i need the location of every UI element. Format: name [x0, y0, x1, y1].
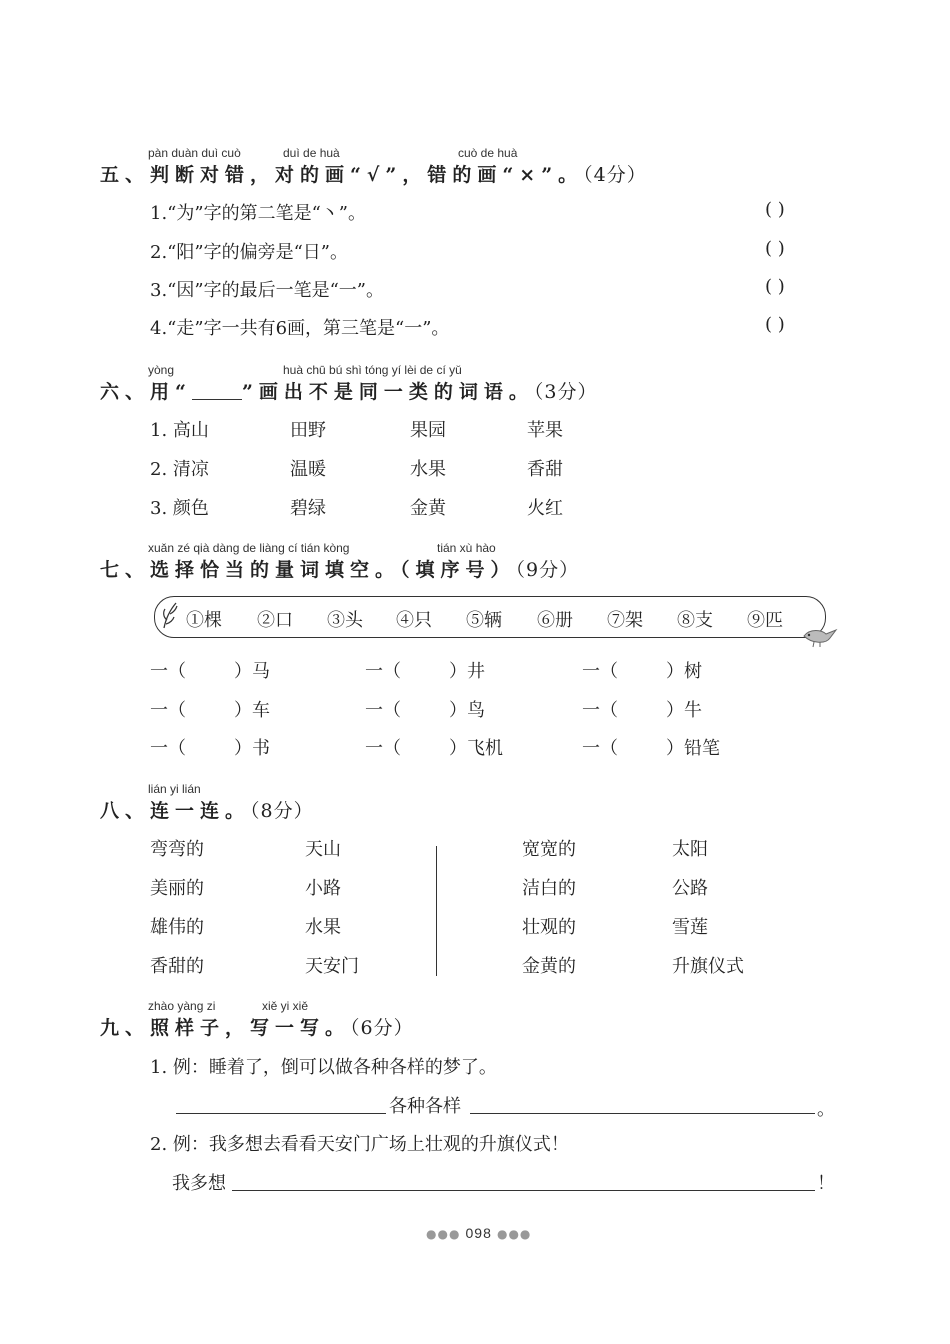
write-line-1b[interactable] [470, 1113, 815, 1114]
fill-row3-col1[interactable] [150, 734, 270, 760]
underline-sample [192, 383, 242, 400]
fill-row2-col2[interactable] [365, 696, 485, 722]
fill-close: ） [666, 700, 684, 721]
fill-close: ） [449, 700, 467, 721]
word-1-3[interactable]: 果园 [410, 420, 446, 441]
match-right-adj-2[interactable]: 洁白的 [522, 878, 576, 899]
fill-row3-col3[interactable] [582, 734, 720, 760]
fill-row2-col3[interactable] [582, 696, 702, 722]
pinyin-9b: xiě yi xiě [262, 999, 309, 1013]
match-left-noun-1[interactable]: 天山 [305, 839, 341, 860]
fill-close: ） [234, 700, 252, 721]
section-9-title [100, 1013, 414, 1040]
section-9-title-text: 九、照样子，写一写。 [100, 1017, 351, 1039]
fill-noun: 书 [252, 738, 270, 759]
pinyin-9a: zhào yàng zi [148, 999, 216, 1013]
match-right-noun-3[interactable]: 雪莲 [672, 917, 708, 938]
pinyin-5a: pàn duàn duì cuò [148, 146, 241, 160]
example-1-end: 。 [817, 1099, 835, 1120]
pinyin-8: lián yi lián [148, 782, 201, 796]
word-3-2[interactable]: 碧绿 [290, 498, 326, 519]
fill-row1-col1[interactable] [150, 657, 270, 683]
option-4: ④只 [396, 610, 432, 631]
fill-prefix: 一（ [582, 738, 618, 759]
fill-prefix: 一（ [150, 738, 186, 759]
section-7-title-text: 七、选择恰当的量词填空。（填序号） [100, 559, 516, 581]
match-left-adj-4[interactable]: 香甜的 [150, 956, 204, 977]
section-7-score: （9分） [515, 559, 580, 581]
judge-item-2: 2.“阳”字的偏旁是“日”。 [150, 242, 348, 263]
pinyin-6b: huà chū bú shì tóng yí lèi de cí yǔ [283, 363, 462, 377]
fill-prefix: 一（ [365, 738, 401, 759]
write-line-1a[interactable] [176, 1113, 386, 1114]
option-1: ①棵 [186, 610, 222, 631]
word-3-1[interactable]: 3. 颜色 [150, 498, 209, 519]
fill-prefix: 一（ [150, 661, 186, 682]
section-5-score: （4分） [583, 164, 647, 186]
example-2-end: ！ [817, 1173, 835, 1194]
match-left-adj-2[interactable]: 美丽的 [150, 878, 204, 899]
fill-noun: 树 [684, 661, 702, 682]
section-7-title [100, 555, 579, 582]
word-3-4[interactable]: 火红 [527, 498, 563, 519]
word-2-4[interactable]: 香甜 [527, 459, 563, 480]
match-right-adj-3[interactable]: 壮观的 [522, 917, 576, 938]
footer-dots-left: ●●● [426, 1227, 461, 1241]
match-left-noun-3[interactable]: 水果 [305, 917, 341, 938]
judge-item-1: 1.“为”字的第二笔是“丶”。 [150, 203, 366, 224]
judge-item-3: 3.“因”字的最后一笔是“一”。 [150, 280, 384, 301]
section-5-title-text: 五、判断对错，对的画“√”，错的画“×”。 [100, 164, 584, 186]
judge-item-4: 4.“走”字一共有6画，第三笔是“一”。 [150, 318, 450, 339]
match-left-noun-2[interactable]: 小路 [305, 878, 341, 899]
section-9-score: （6分） [350, 1017, 414, 1039]
fill-close: ） [234, 661, 252, 682]
fill-prefix: 一（ [365, 700, 401, 721]
fill-close: ） [449, 738, 467, 759]
word-1-1[interactable]: 1. 高山 [150, 420, 209, 441]
fill-close: ） [666, 661, 684, 682]
fill-prefix: 一（ [582, 700, 618, 721]
column-divider [436, 846, 437, 976]
answer-box-1[interactable]: ( ) [765, 199, 785, 220]
fill-noun: 井 [467, 661, 485, 682]
fill-row2-col1[interactable] [150, 696, 270, 722]
bird-icon [800, 624, 840, 648]
match-left-noun-4[interactable]: 天安门 [305, 956, 359, 977]
section-8-title [100, 796, 314, 823]
page-number: 098 [465, 1225, 492, 1241]
section-5-title [100, 160, 647, 187]
pinyin-6a: yòng [148, 363, 175, 377]
fill-prefix: 一（ [582, 661, 618, 682]
footer-dots-right: ●●● [496, 1227, 532, 1241]
answer-box-3[interactable]: ( ) [765, 276, 785, 297]
section-6-score: （3分） [533, 381, 598, 403]
pinyin-5b: duì de huà [283, 146, 340, 160]
match-left-adj-1[interactable]: 弯弯的 [150, 839, 204, 860]
fill-prefix: 一（ [150, 700, 186, 721]
example-2-start: 我多想 [172, 1173, 226, 1194]
fill-close: ） [666, 738, 684, 759]
option-5: ⑤辆 [466, 610, 502, 631]
answer-box-4[interactable]: ( ) [765, 314, 785, 335]
word-2-1[interactable]: 2. 清凉 [150, 459, 209, 480]
fill-close: ） [234, 738, 252, 759]
fill-row3-col2[interactable] [365, 734, 503, 760]
fill-prefix: 一（ [365, 661, 401, 682]
fill-noun: 马 [252, 661, 270, 682]
section-6-title-a: 六、用“ [100, 381, 192, 403]
match-right-adj-1[interactable]: 宽宽的 [522, 839, 576, 860]
word-1-4[interactable]: 苹果 [527, 420, 563, 441]
word-3-3[interactable]: 金黄 [410, 498, 446, 519]
section-6-title [100, 377, 597, 404]
match-right-noun-1[interactable]: 太阳 [672, 839, 708, 860]
option-7: ⑦架 [607, 610, 643, 631]
example-1: 1. 例：睡着了，倒可以做各种各样的梦了。 [150, 1057, 497, 1078]
fill-row1-col2[interactable] [365, 657, 485, 683]
word-2-2[interactable]: 温暖 [290, 459, 326, 480]
match-right-noun-2[interactable]: 公路 [672, 878, 708, 899]
leaf-icon [160, 600, 182, 632]
option-9: ⑨匹 [747, 610, 783, 631]
fill-noun: 牛 [684, 700, 702, 721]
answer-box-2[interactable]: ( ) [765, 238, 785, 259]
word-2-3[interactable]: 水果 [410, 459, 446, 480]
section-8-score: （8分） [250, 800, 314, 822]
option-2: ②口 [257, 610, 293, 631]
match-right-adj-4[interactable]: 金黄的 [522, 956, 576, 977]
pinyin-7b: tián xù hào [437, 541, 496, 555]
option-3: ③头 [327, 610, 363, 631]
option-6: ⑥册 [537, 610, 573, 631]
write-line-2[interactable] [232, 1190, 815, 1191]
section-8-title-text: 八、连一连。 [100, 800, 251, 822]
pinyin-7a: xuǎn zé qià dàng de liàng cí tián kòng [148, 541, 350, 555]
fill-noun: 铅笔 [684, 738, 720, 759]
pinyin-5c: cuò de huà [458, 146, 518, 160]
word-1-2[interactable]: 田野 [290, 420, 326, 441]
match-left-adj-3[interactable]: 雄伟的 [150, 917, 204, 938]
example-1-keyword: 各种各样 [389, 1096, 461, 1117]
page-footer [426, 1223, 531, 1242]
fill-close: ） [449, 661, 467, 682]
example-2: 2. 例：我多想去看看天安门广场上壮观的升旗仪式！ [150, 1134, 569, 1155]
option-8: ⑧支 [677, 610, 713, 631]
section-6-title-b: ”画出不是同一类的词语。 [241, 381, 534, 403]
fill-noun: 车 [252, 700, 270, 721]
fill-noun: 鸟 [467, 700, 485, 721]
match-right-noun-4[interactable]: 升旗仪式 [672, 956, 744, 977]
fill-noun: 飞机 [467, 738, 503, 759]
fill-row1-col3[interactable] [582, 657, 702, 683]
